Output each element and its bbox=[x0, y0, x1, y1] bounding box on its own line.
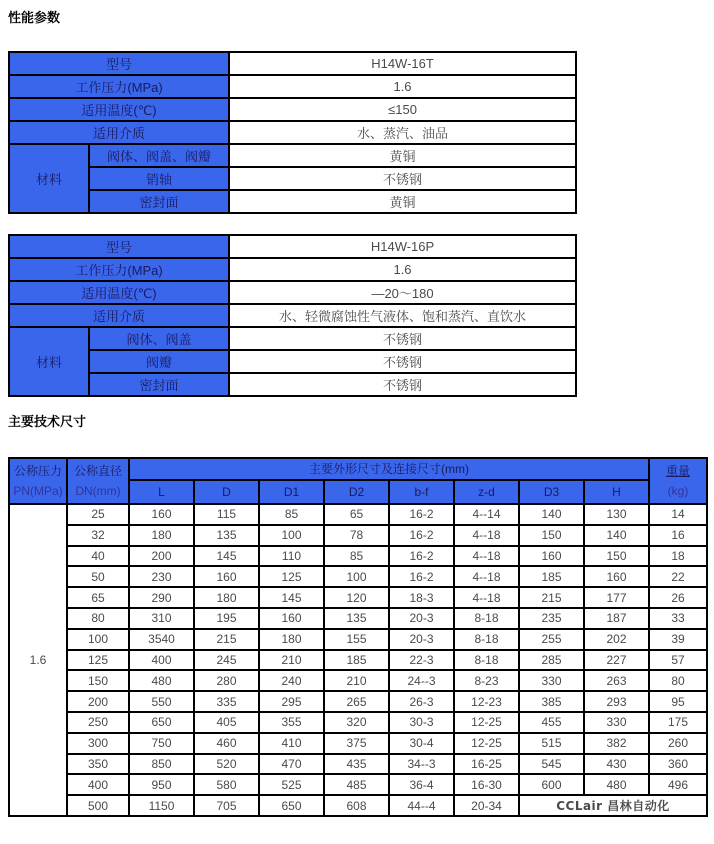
dim-cell: 140 bbox=[584, 525, 649, 546]
dim-cell: 12-23 bbox=[454, 691, 519, 712]
dim-cell: 22 bbox=[649, 566, 707, 587]
material-label: 阀体、阀盖 bbox=[89, 327, 229, 350]
dim-cell: 30-4 bbox=[389, 733, 454, 754]
dimension-table-header bbox=[9, 458, 707, 504]
weight-header-line2: (kg) bbox=[667, 484, 689, 498]
dim-cell: 14 bbox=[649, 504, 707, 525]
dim-cell: 18-3 bbox=[389, 587, 454, 608]
dim-cell: 350 bbox=[67, 754, 129, 775]
spec-label: 工作压力(MPa) bbox=[9, 258, 229, 281]
dim-cell: 410 bbox=[259, 733, 324, 754]
dim-row bbox=[9, 629, 707, 650]
dim-cell: 525 bbox=[259, 774, 324, 795]
dim-cell: 150 bbox=[67, 670, 129, 691]
dim-cell: 22-3 bbox=[389, 650, 454, 671]
dim-cell: 16-25 bbox=[454, 754, 519, 775]
dim-row bbox=[9, 691, 707, 712]
dim-cell: 290 bbox=[129, 587, 194, 608]
spec-row bbox=[9, 190, 576, 213]
dim-cell: 30-3 bbox=[389, 712, 454, 733]
dim-cell: 155 bbox=[324, 629, 389, 650]
dim-row bbox=[9, 566, 707, 587]
dim-cell: 110 bbox=[259, 546, 324, 567]
dim-cell: 16-2 bbox=[389, 566, 454, 587]
dim-row bbox=[9, 525, 707, 546]
diameter-header-line1: 公称直径 bbox=[73, 463, 122, 478]
dim-cell: 4--18 bbox=[454, 546, 519, 567]
material-value: 不锈钢 bbox=[229, 327, 576, 350]
dim-cell: 430 bbox=[584, 754, 649, 775]
dim-row bbox=[9, 795, 707, 816]
dim-cell: 16-2 bbox=[389, 546, 454, 567]
dim-cell: 135 bbox=[194, 525, 259, 546]
dim-cell: 515 bbox=[519, 733, 584, 754]
dim-cell: 215 bbox=[519, 587, 584, 608]
diameter-header bbox=[67, 458, 129, 504]
dim-cell: 160 bbox=[519, 546, 584, 567]
dim-cell: 187 bbox=[584, 608, 649, 629]
spec-row bbox=[9, 258, 576, 281]
spec-row bbox=[9, 235, 576, 258]
dim-cell: 850 bbox=[129, 754, 194, 775]
spec-table-h14w-16p bbox=[8, 234, 577, 397]
dim-cell: 140 bbox=[519, 504, 584, 525]
spec-label: 适用温度(℃) bbox=[9, 281, 229, 304]
dim-cell: 200 bbox=[129, 546, 194, 567]
dims-span-header: 主要外形尺寸及连接尺寸(mm) bbox=[129, 458, 649, 480]
dim-cell: 705 bbox=[194, 795, 259, 816]
dim-cell: 580 bbox=[194, 774, 259, 795]
dim-cell: 25 bbox=[67, 504, 129, 525]
dim-cell: 293 bbox=[584, 691, 649, 712]
spec-value: H14W-16T bbox=[229, 52, 576, 75]
dim-cell: 263 bbox=[584, 670, 649, 691]
dim-cell: 36-4 bbox=[389, 774, 454, 795]
dim-cell: 39 bbox=[649, 629, 707, 650]
dim-cell: 40 bbox=[67, 546, 129, 567]
dim-cell: 34--3 bbox=[389, 754, 454, 775]
dim-cell: 202 bbox=[584, 629, 649, 650]
dim-cell: 200 bbox=[67, 691, 129, 712]
dim-col-header: D bbox=[194, 480, 259, 504]
material-label: 密封面 bbox=[89, 373, 229, 396]
dim-cell: 280 bbox=[194, 670, 259, 691]
pressure-header-line2: PN(MPa) bbox=[13, 484, 63, 498]
dim-cell: 12-25 bbox=[454, 712, 519, 733]
material-group-label: 材料 bbox=[9, 144, 89, 213]
dim-cell: 12-25 bbox=[454, 733, 519, 754]
dimension-table bbox=[8, 457, 708, 817]
dim-cell: 20-3 bbox=[389, 608, 454, 629]
dim-cell: 180 bbox=[259, 629, 324, 650]
spec-row bbox=[9, 52, 576, 75]
spec-row bbox=[9, 327, 576, 350]
spec-value: 水、轻微腐蚀性气液体、饱和蒸汽、直饮水 bbox=[229, 304, 576, 327]
dim-cell: 85 bbox=[324, 546, 389, 567]
dim-cell: 235 bbox=[519, 608, 584, 629]
material-label: 阀瓣 bbox=[89, 350, 229, 373]
dim-cell: 20-34 bbox=[454, 795, 519, 816]
dim-cell: 4--18 bbox=[454, 525, 519, 546]
dim-cell: 100 bbox=[324, 566, 389, 587]
dim-cell: 185 bbox=[324, 650, 389, 671]
dim-row bbox=[9, 733, 707, 754]
dim-cell: 950 bbox=[129, 774, 194, 795]
spec-label: 型号 bbox=[9, 235, 229, 258]
dim-cell: 230 bbox=[129, 566, 194, 587]
dim-cell: 24--3 bbox=[389, 670, 454, 691]
spec-row bbox=[9, 75, 576, 98]
spec-label: 工作压力(MPa) bbox=[9, 75, 229, 98]
dim-cell: 180 bbox=[129, 525, 194, 546]
dim-row bbox=[9, 587, 707, 608]
dim-cell: 145 bbox=[194, 546, 259, 567]
dim-cell: 250 bbox=[67, 712, 129, 733]
spec-value: 1.6 bbox=[229, 75, 576, 98]
spec-table-h14w-16t bbox=[8, 51, 577, 214]
dim-cell: 600 bbox=[519, 774, 584, 795]
dim-cell: 385 bbox=[519, 691, 584, 712]
dim-cell: 480 bbox=[129, 670, 194, 691]
dim-cell: 65 bbox=[67, 587, 129, 608]
dim-row bbox=[9, 608, 707, 629]
spec-label: 适用介质 bbox=[9, 121, 229, 144]
dim-row bbox=[9, 754, 707, 775]
spec-value: ≤150 bbox=[229, 98, 576, 121]
watermark: CCLair 昌林自动化 bbox=[519, 795, 707, 816]
dim-col-header: L bbox=[129, 480, 194, 504]
dim-col-header: D3 bbox=[519, 480, 584, 504]
spec-row bbox=[9, 350, 576, 373]
dim-cell: 177 bbox=[584, 587, 649, 608]
dim-cell: 115 bbox=[194, 504, 259, 525]
dim-cell: 44--4 bbox=[389, 795, 454, 816]
dim-row bbox=[9, 712, 707, 733]
dim-cell: 320 bbox=[324, 712, 389, 733]
dim-cell: 500 bbox=[67, 795, 129, 816]
dim-cell: 95 bbox=[649, 691, 707, 712]
dimensions-section-title: 主要技术尺寸 bbox=[8, 414, 87, 429]
dim-cell: 16-30 bbox=[454, 774, 519, 795]
dim-cell: 150 bbox=[584, 546, 649, 567]
dim-cell: 8-18 bbox=[454, 629, 519, 650]
dim-cell: 8-23 bbox=[454, 670, 519, 691]
dim-cell: 50 bbox=[67, 566, 129, 587]
performance-section-title: 性能参数 bbox=[8, 10, 61, 25]
spec-value: 水、蒸汽、油品 bbox=[229, 121, 576, 144]
dim-col-header: b-f bbox=[389, 480, 454, 504]
material-label: 密封面 bbox=[89, 190, 229, 213]
dim-cell: 160 bbox=[259, 608, 324, 629]
dim-col-header: D1 bbox=[259, 480, 324, 504]
dim-cell: 4--18 bbox=[454, 587, 519, 608]
dim-cell: 265 bbox=[324, 691, 389, 712]
dim-cell: 405 bbox=[194, 712, 259, 733]
dim-row bbox=[9, 546, 707, 567]
weight-header bbox=[649, 458, 707, 504]
dim-cell: 360 bbox=[649, 754, 707, 775]
dim-cell: 80 bbox=[649, 670, 707, 691]
weight-header-line1: 重量 bbox=[665, 463, 690, 478]
spec-row bbox=[9, 167, 576, 190]
dim-col-header: z-d bbox=[454, 480, 519, 504]
spec-row bbox=[9, 144, 576, 167]
dim-cell: 550 bbox=[129, 691, 194, 712]
diameter-header-line2: DN(mm) bbox=[75, 484, 121, 498]
dim-cell: 8-18 bbox=[454, 608, 519, 629]
dim-cell: 125 bbox=[67, 650, 129, 671]
dim-row bbox=[9, 774, 707, 795]
dim-cell: 145 bbox=[259, 587, 324, 608]
dim-cell: 310 bbox=[129, 608, 194, 629]
dim-cell: 195 bbox=[194, 608, 259, 629]
spec-row bbox=[9, 373, 576, 396]
dim-cell: 295 bbox=[259, 691, 324, 712]
dim-cell: 382 bbox=[584, 733, 649, 754]
dim-cell: 496 bbox=[649, 774, 707, 795]
dim-cell: 255 bbox=[519, 629, 584, 650]
material-label: 阀体、阀盖、阀瓣 bbox=[89, 144, 229, 167]
dim-row bbox=[9, 670, 707, 691]
dim-cell: 245 bbox=[194, 650, 259, 671]
dim-cell: 215 bbox=[194, 629, 259, 650]
dim-cell: 608 bbox=[324, 795, 389, 816]
material-label: 销轴 bbox=[89, 167, 229, 190]
dim-cell: 100 bbox=[259, 525, 324, 546]
dim-cell: 20-3 bbox=[389, 629, 454, 650]
dim-cell: 375 bbox=[324, 733, 389, 754]
spec-row bbox=[9, 121, 576, 144]
dim-cell: 26-3 bbox=[389, 691, 454, 712]
pressure-header bbox=[9, 458, 67, 504]
pressure-header-line1: 公称压力 bbox=[13, 463, 62, 478]
dim-cell: 130 bbox=[584, 504, 649, 525]
dim-cell: 18 bbox=[649, 546, 707, 567]
dim-cell: 650 bbox=[129, 712, 194, 733]
dim-cell: 33 bbox=[649, 608, 707, 629]
dim-cell: 80 bbox=[67, 608, 129, 629]
dim-cell: 355 bbox=[259, 712, 324, 733]
spec-row bbox=[9, 304, 576, 327]
spec-row bbox=[9, 98, 576, 121]
dim-cell: 150 bbox=[519, 525, 584, 546]
dim-cell: 180 bbox=[194, 587, 259, 608]
dim-cell: 330 bbox=[584, 712, 649, 733]
dim-cell: 335 bbox=[194, 691, 259, 712]
dim-cell: 435 bbox=[324, 754, 389, 775]
dim-cell: 210 bbox=[324, 670, 389, 691]
spec-label: 适用介质 bbox=[9, 304, 229, 327]
spec-value: —20～180 bbox=[229, 281, 576, 304]
dim-header-row-1 bbox=[9, 458, 707, 480]
dim-cell: 485 bbox=[324, 774, 389, 795]
dim-cell: 26 bbox=[649, 587, 707, 608]
material-value: 黄铜 bbox=[229, 144, 576, 167]
dim-cell: 1150 bbox=[129, 795, 194, 816]
material-value: 黄铜 bbox=[229, 190, 576, 213]
material-group-label: 材料 bbox=[9, 327, 89, 396]
dim-cell: 400 bbox=[129, 650, 194, 671]
material-value: 不锈钢 bbox=[229, 167, 576, 190]
dim-cell: 8-18 bbox=[454, 650, 519, 671]
dim-cell: 750 bbox=[129, 733, 194, 754]
dim-row bbox=[9, 650, 707, 671]
dim-cell: 455 bbox=[519, 712, 584, 733]
material-value: 不锈钢 bbox=[229, 373, 576, 396]
dim-cell: 160 bbox=[129, 504, 194, 525]
dim-cell: 160 bbox=[584, 566, 649, 587]
dim-cell: 16-2 bbox=[389, 504, 454, 525]
spec-value: 1.6 bbox=[229, 258, 576, 281]
dim-cell: 300 bbox=[67, 733, 129, 754]
dim-cell: 120 bbox=[324, 587, 389, 608]
dim-cell: 85 bbox=[259, 504, 324, 525]
dim-cell: 460 bbox=[194, 733, 259, 754]
dim-cell: 78 bbox=[324, 525, 389, 546]
spec-label: 适用温度(℃) bbox=[9, 98, 229, 121]
spec-label: 型号 bbox=[9, 52, 229, 75]
dim-cell: 160 bbox=[194, 566, 259, 587]
dim-row bbox=[9, 504, 707, 525]
dim-cell: 240 bbox=[259, 670, 324, 691]
dim-cell: 16-2 bbox=[389, 525, 454, 546]
dim-cell: 16 bbox=[649, 525, 707, 546]
spec-value: H14W-16P bbox=[229, 235, 576, 258]
dim-cell: 470 bbox=[259, 754, 324, 775]
dim-cell: 210 bbox=[259, 650, 324, 671]
dim-cell: 125 bbox=[259, 566, 324, 587]
dim-cell: 3540 bbox=[129, 629, 194, 650]
dim-cell: 227 bbox=[584, 650, 649, 671]
dim-tbody bbox=[9, 504, 707, 816]
dim-cell: 57 bbox=[649, 650, 707, 671]
dim-cell: 520 bbox=[194, 754, 259, 775]
dim-cell: 135 bbox=[324, 608, 389, 629]
dim-cell: 32 bbox=[67, 525, 129, 546]
dim-cell: 330 bbox=[519, 670, 584, 691]
dim-cell: 185 bbox=[519, 566, 584, 587]
dim-cell: 175 bbox=[649, 712, 707, 733]
dim-cell: 100 bbox=[67, 629, 129, 650]
pn-value-cell: 1.6 bbox=[9, 504, 67, 816]
dim-cell: 260 bbox=[649, 733, 707, 754]
dim-cell: 480 bbox=[584, 774, 649, 795]
dim-col-header: D2 bbox=[324, 480, 389, 504]
dim-cell: 650 bbox=[259, 795, 324, 816]
material-value: 不锈钢 bbox=[229, 350, 576, 373]
dim-cell: 545 bbox=[519, 754, 584, 775]
spec-row bbox=[9, 281, 576, 304]
dim-cell: 285 bbox=[519, 650, 584, 671]
dim-cell: 4--14 bbox=[454, 504, 519, 525]
dim-cell: 65 bbox=[324, 504, 389, 525]
dim-cell: 400 bbox=[67, 774, 129, 795]
dim-cell: 4--18 bbox=[454, 566, 519, 587]
dim-col-header: H bbox=[584, 480, 649, 504]
